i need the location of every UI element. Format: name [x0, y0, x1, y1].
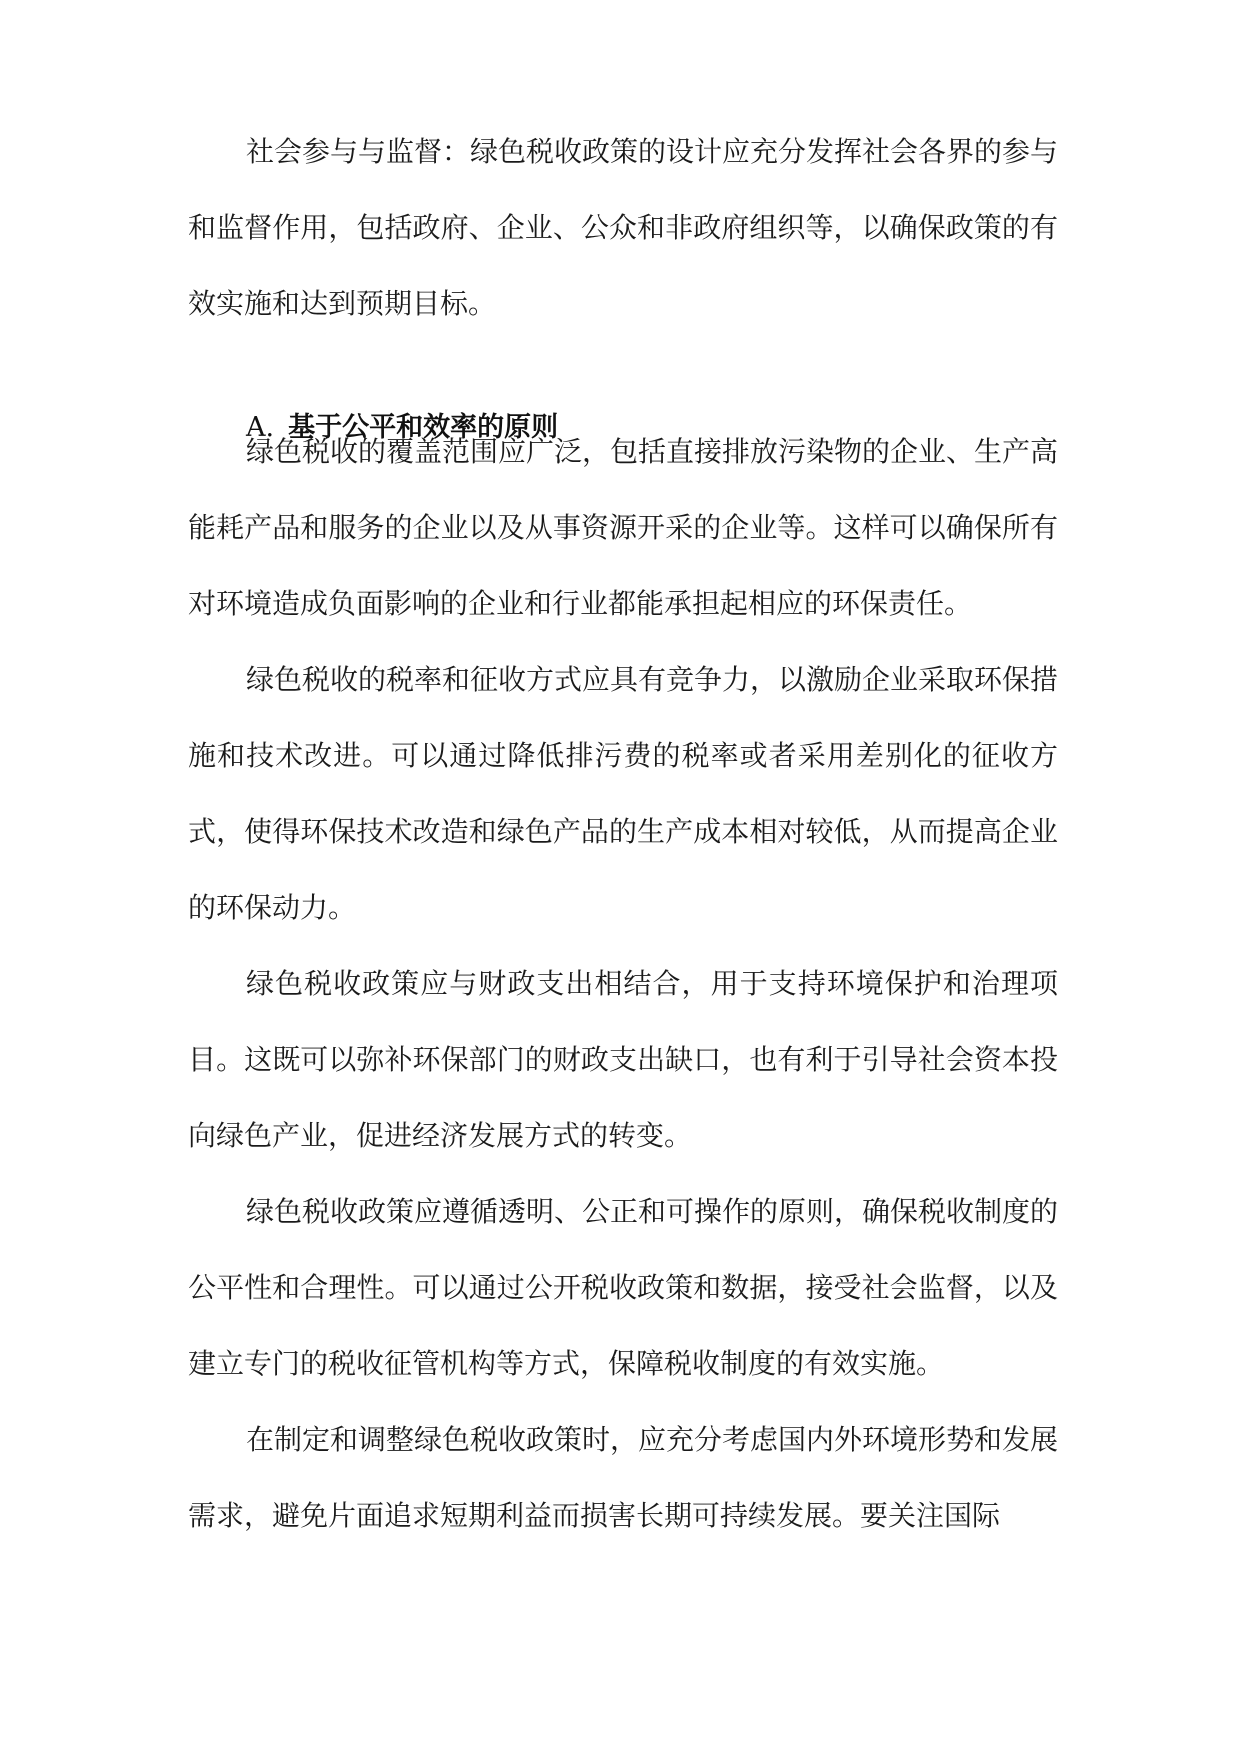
- body-section: [188, 414, 1058, 1554]
- body-paragraph: 绿色税收的税率和征收方式应具有竞争力，以激励企业采取环保措施和技术改进。可以通过降低排污费的税率或者采用差别化的征收方式，使得环保技术改造和绿色产品的生产成本相对较低，从而提高企业的环保动力。: [188, 663, 1059, 924]
- section-title: 基于公平和效率的原则: [288, 412, 559, 443]
- body-paragraph: 在制定和调整绿色税收政策时，应充分考虑国内外环境形势和发展需求，避免片面追求短期利益而损害长期可持续发展。要关注国际: [188, 1423, 1059, 1532]
- body-paragraph: 绿色税收政策应与财政支出相结合，用于支持环境保护和治理项目。这既可以弥补环保部门的财政支出缺口，也有利于引导社会资本投向绿色产业，促进经济发展方式的转变。: [188, 967, 1058, 1152]
- body-paragraph: 绿色税收政策应遵循透明、公正和可操作的原则，确保税收制度的公平性和合理性。可以通过公开税收政策和数据，接受社会监督，以及建立专门的税收征管机构等方式，保障税收制度的有效实施。: [188, 1195, 1059, 1380]
- body-paragraph: 绿色税收的覆盖范围应广泛，包括直接排放污染物的企业、生产高能耗产品和服务的企业以及从事资源开采的企业等。这样可以确保所有对环境造成负面影响的企业和行业都能承担起相应的环保责任。: [188, 435, 1059, 620]
- intro-section: [188, 114, 1058, 342]
- intro-paragraph: 社会参与与监督：绿色税收政策的设计应充分发挥社会各界的参与和监督作用，包括政府、企业、公众和非政府组织等，以确保政策的有效实施和达到预期目标。: [188, 135, 1059, 320]
- section-marker: A.: [246, 412, 275, 443]
